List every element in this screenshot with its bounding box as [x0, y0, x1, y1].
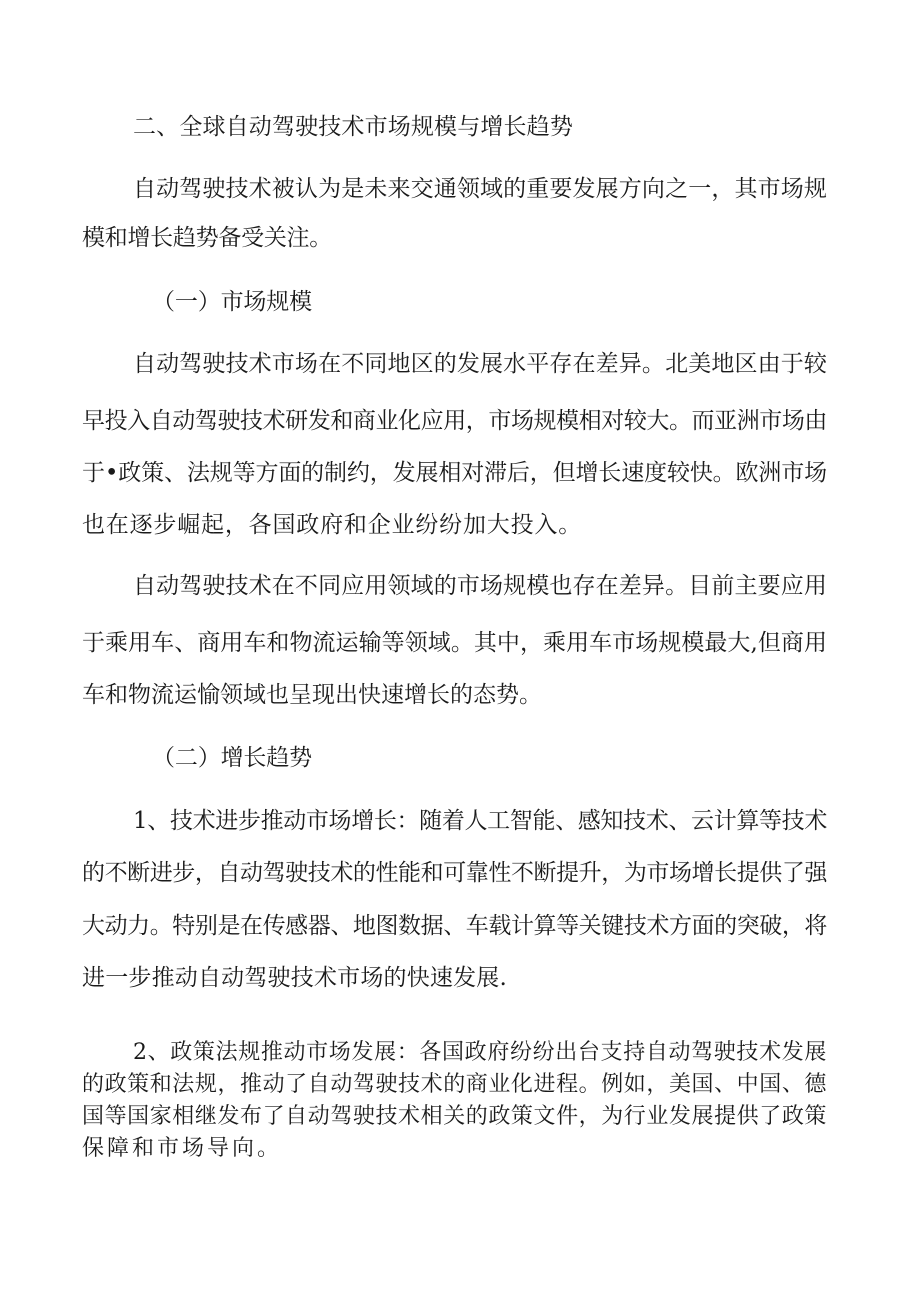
growth-point1-line-3: 大动力。特别是在传感器、地图数据、车载计算等关键技术方面的突破，将	[82, 913, 827, 939]
growth-point2-line-1: 2、政策法规推动市场发展：各国政府纷纷出台支持自动驾驶技术发展	[133, 1040, 827, 1065]
market-size-para2-line-2: 于乘用车、商用车和物流运输等领域。其中，乘用车市场规模最大,但商用	[82, 630, 827, 656]
market-size-para1-line-4: 也在逐步崛起，各国政府和企业纷纷加大投入。	[82, 512, 582, 538]
growth-point2-line-3: 国等国家相继发布了自动驾驶技术相关的政策文件，为行业发展提供了政策	[82, 1104, 827, 1129]
market-size-para2-line-1: 自动驾驶技术在不同应用领域的市场规模也存在差异。目前主要应用	[133, 573, 827, 599]
market-size-para1-line-1: 自动驾驶技术市场在不同地区的发展水平存在差异。北美地区由于较	[133, 351, 827, 377]
growth-point1-line-4: 进一步推动自动驾驶技术市场的快速发展.	[82, 965, 507, 991]
subsection-heading-market-size: （一）市场规模	[152, 289, 312, 315]
growth-point1-line-2: 的不断进步，自动驾驶技术的性能和可靠性不断提升，为市场增长提供了强	[82, 860, 827, 886]
section-heading: 二、全球自动驾驶技术市场规模与增长趋势	[133, 114, 573, 140]
subsection-heading-growth-trend: （二）增长趋势	[152, 745, 312, 771]
intro-line-2: 模和增长趋势备受关注。	[82, 225, 332, 251]
growth-point1-line-1: 1、技术进步推动市场增长：随着人工智能、感知技术、云计算等技术	[133, 808, 827, 834]
market-size-para1-line-2: 早投入自动驾驶技术研发和商业化应用，市场规模相对较大。而亚洲市场由	[82, 408, 827, 434]
growth-point2-line-2: 的政策和法规，推动了自动驾驶技术的商业化进程。例如，美国、中国、德	[82, 1072, 827, 1097]
intro-line-1: 自动驾驶技术被认为是未来交通领域的重要发展方向之一，其市场规	[133, 176, 827, 202]
growth-point2-line-4: 保障和市场导向。	[82, 1136, 282, 1161]
market-size-para2-line-3: 车和物流运愉领域也呈现出快速增长的态势。	[82, 682, 542, 708]
market-size-para1-line-3: 于•政策、法规等方面的制约，发展相对滞后，但增长速度较快。欧洲市场	[82, 460, 827, 486]
